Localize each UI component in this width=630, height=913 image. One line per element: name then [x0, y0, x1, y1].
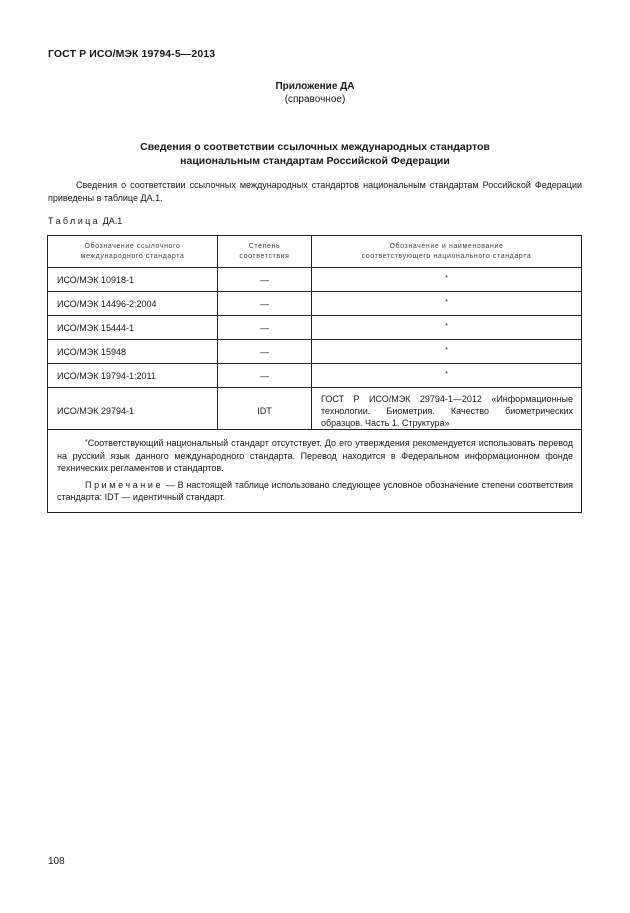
annex-heading: [0, 80, 630, 106]
page-number: 108: [48, 856, 65, 867]
cell-degree: —: [218, 340, 312, 364]
cell-degree: —: [218, 364, 312, 388]
cell-national: [312, 316, 582, 340]
table-caption-word: Таблица: [48, 216, 101, 226]
note-label: Примечание: [85, 479, 164, 490]
table-row: [48, 292, 582, 316]
header-reference-standard: [48, 236, 218, 268]
note-text: — В настоящей таблице использовано следующее условное обозначение степени соответствия стандарта: IDT — идентичный стандарт.: [57, 479, 573, 502]
cell-national: ГОСТ Р ИСО/МЭК 29794-1—2012 «Информационные технологии. Биометрия. Качество биометрических образцов. Часть 1. Структура»: [312, 388, 582, 430]
table-notes-row: [48, 430, 582, 513]
header-national-standard: [312, 236, 582, 268]
table-caption: [48, 216, 122, 226]
table-note: [57, 479, 573, 504]
cell-degree: IDT: [218, 388, 312, 430]
header-col3-line2: соответствующего национального стандарта: [361, 252, 532, 260]
document-header: ГОСТ Р ИСО/МЭК 19794-5—2013: [48, 48, 216, 60]
footnote-marker: *: [445, 274, 448, 282]
table-row: [48, 388, 582, 430]
header-degree: [218, 236, 312, 268]
footnote-marker: *: [445, 298, 448, 306]
cell-reference: ИСО/МЭК 15948: [48, 340, 218, 364]
header-col2-line2: соответствия: [239, 252, 290, 260]
cell-national: [312, 292, 582, 316]
cell-degree: —: [218, 268, 312, 292]
table-caption-number: ДА.1: [102, 216, 123, 226]
cell-degree: —: [218, 292, 312, 316]
header-col1-line2: международного стандарта: [80, 252, 185, 260]
section-title-line-2: национальным стандартам Российской Федерации: [180, 155, 450, 167]
table-row: [48, 340, 582, 364]
cell-reference: ИСО/МЭК 10918-1: [48, 268, 218, 292]
footnote-text: Соответствующий национальный стандарт отсутствует. До его утверждения рекомендуется использовать перевод на русский язык данного международного стандарта. Перевод находится в Федеральном информационном фонде технических регламентов и стандартов.: [57, 438, 573, 473]
header-col1-line1: Обозначение ссылочного: [84, 242, 181, 250]
section-title-line-1: Сведения о соответствии ссылочных международных стандартов: [140, 141, 490, 153]
cell-reference: ИСО/МЭК 15444-1: [48, 316, 218, 340]
header-col2-line1: Степень: [248, 242, 281, 250]
annex-title: Приложение ДА: [275, 81, 355, 92]
table-header-row: [48, 236, 582, 268]
correspondence-table: [47, 235, 582, 513]
footnote-marker: *: [445, 322, 448, 330]
header-col3-line1: Обозначение и наименование: [389, 242, 504, 250]
section-title: [0, 140, 630, 168]
cell-national: [312, 340, 582, 364]
annex-subtitle: (справочное): [284, 94, 346, 105]
cell-reference: ИСО/МЭК 19794-1:2011: [48, 364, 218, 388]
footnote: [57, 437, 573, 475]
footnote-marker: *: [445, 346, 448, 354]
cell-reference: ИСО/МЭК 29794-1: [48, 388, 218, 430]
cell-degree: —: [218, 316, 312, 340]
footnote-marker: *: [445, 370, 448, 378]
table-row: [48, 364, 582, 388]
cell-national: [312, 268, 582, 292]
table-notes-cell: [48, 430, 582, 513]
footnote-mark: *: [85, 439, 88, 446]
cell-reference: ИСО/МЭК 14496-2:2004: [48, 292, 218, 316]
table-row: [48, 268, 582, 292]
table-row: [48, 316, 582, 340]
intro-paragraph: Сведения о соответствии ссылочных международных стандартов национальным стандартам Российской Федерации приведены в таблице ДА.1.: [48, 180, 582, 203]
cell-national: [312, 364, 582, 388]
